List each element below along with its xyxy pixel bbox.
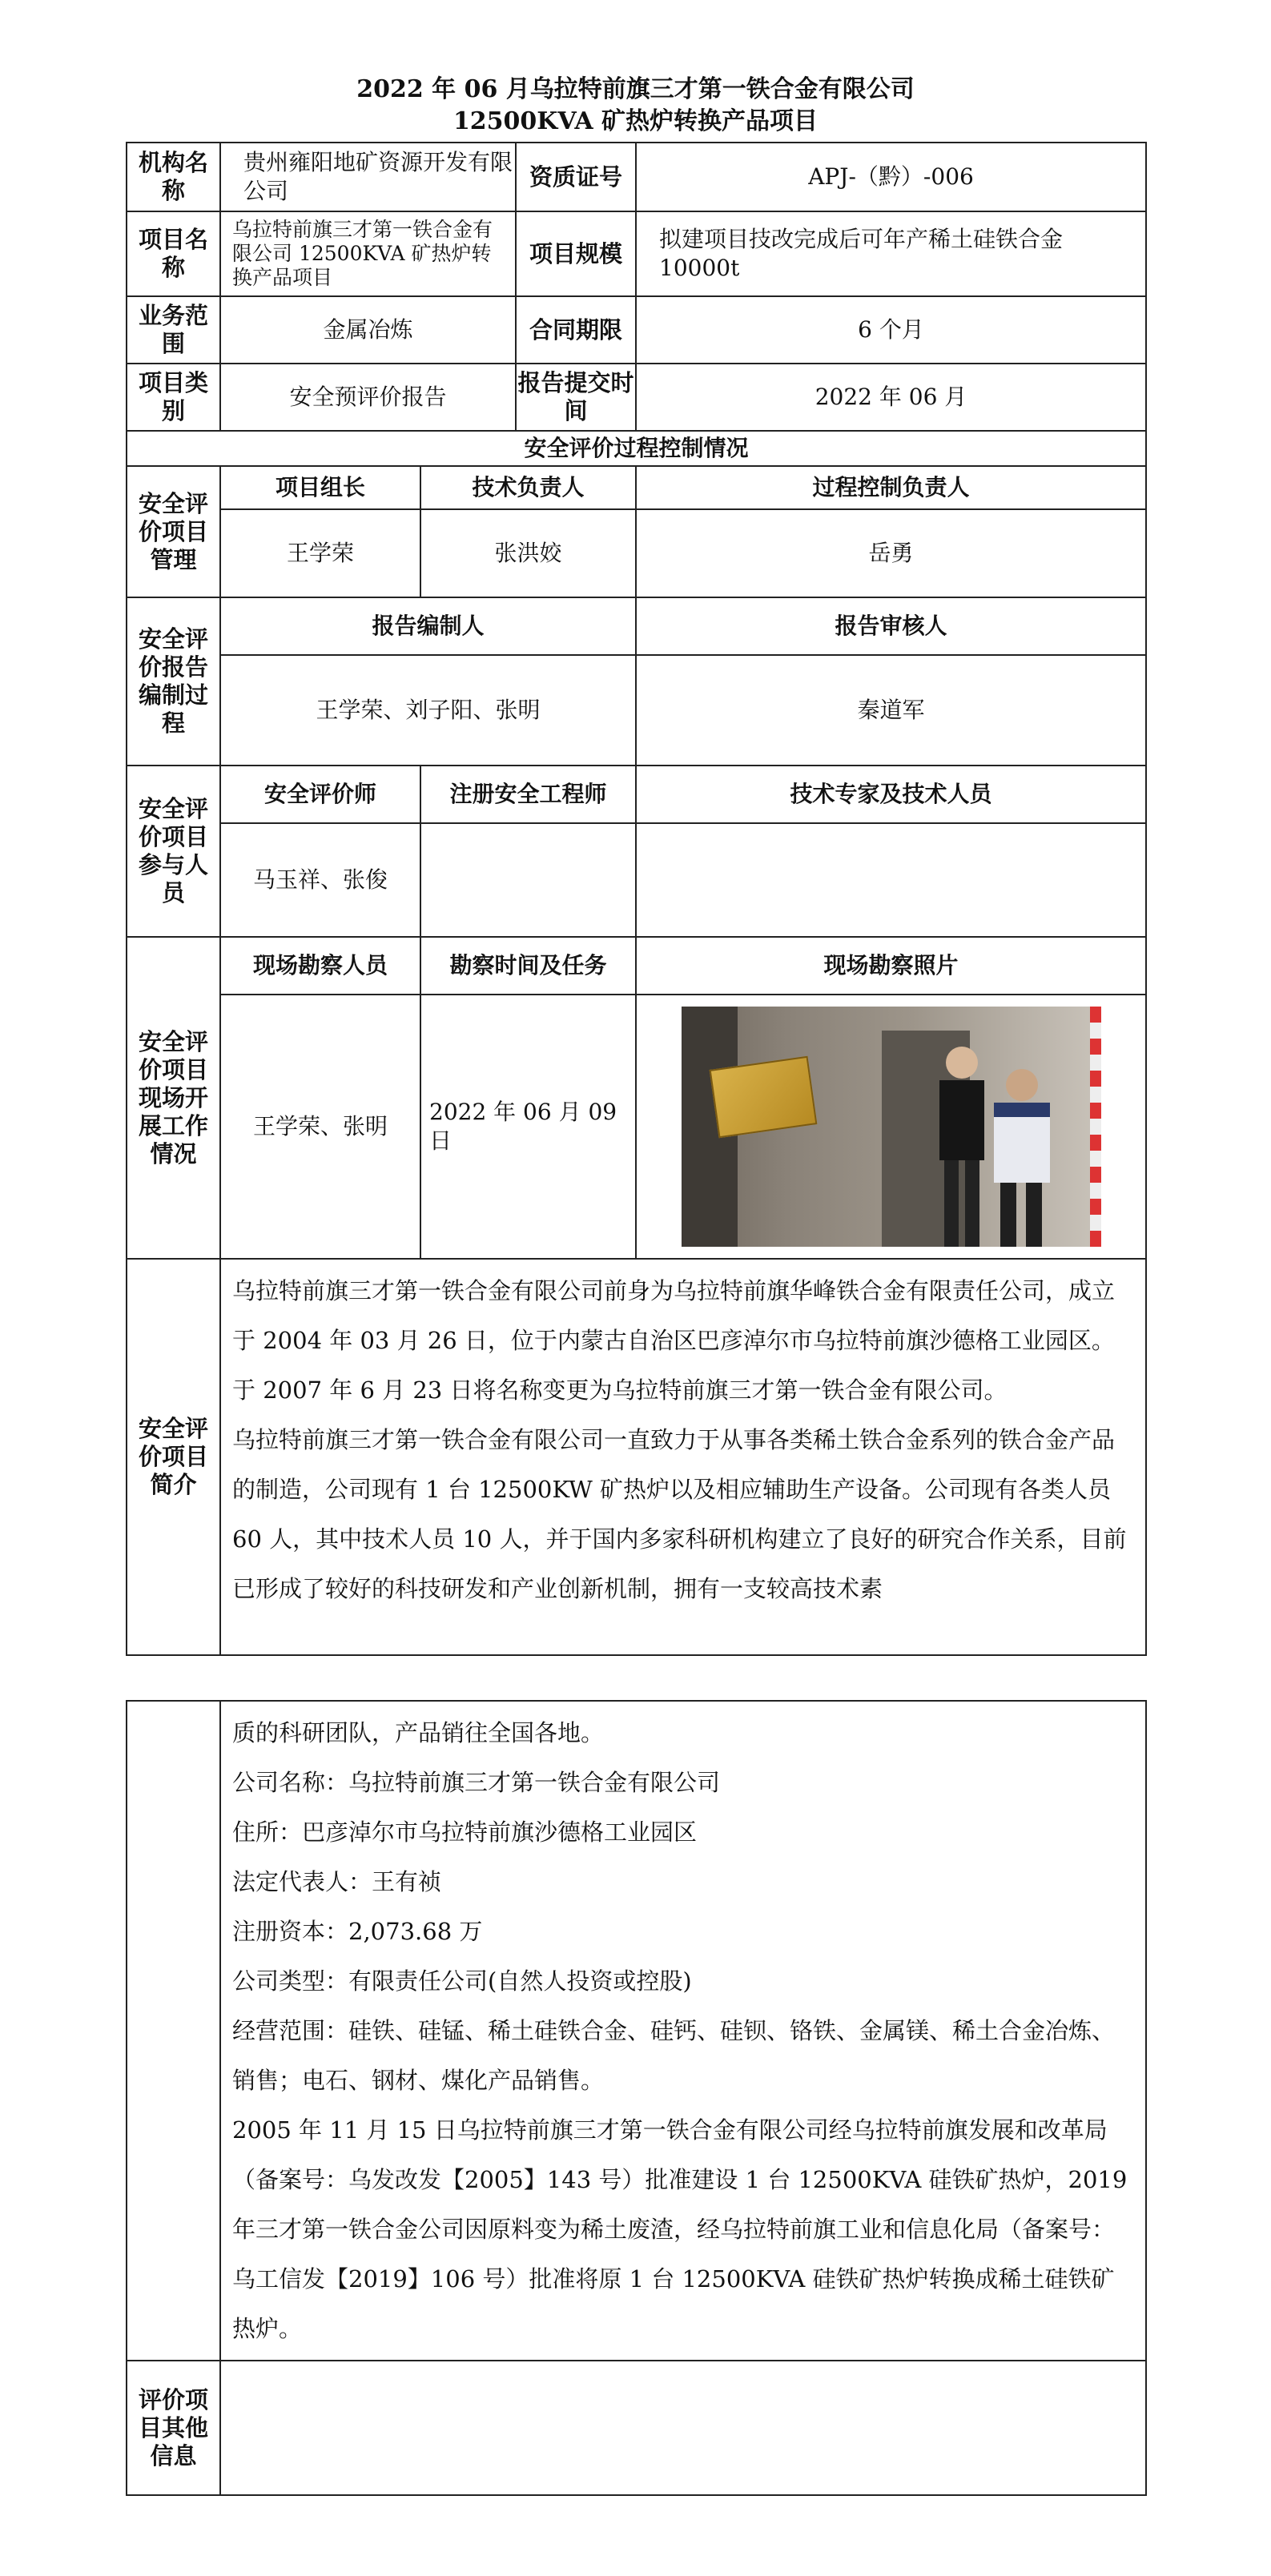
project-scale-label: 项目规模 [516, 211, 636, 296]
intro-paragraph-1: 乌拉特前旗三才第一铁合金有限公司前身为乌拉特前旗华峰铁合金有限责任公司，成立于 2004 年 03 月 26 日，位于内蒙古自治区巴彦淖尔市乌拉特前旗沙德格工业园区。于 2007 年 6 月 23 日将名称变更为乌拉特前旗三才第一铁合金有限公司。 [232, 1277, 1116, 1404]
contract-term-label: 合同期限 [516, 296, 636, 364]
legal-rep-line: 法定代表人：王有祯 [232, 1868, 442, 1895]
safety-engineer-value [420, 823, 636, 937]
project-name-label: 项目名称 [127, 211, 220, 296]
org-label: 机构名称 [127, 143, 220, 211]
project-type-value: 安全预评价报告 [220, 364, 516, 431]
contract-term-value: 6 个月 [636, 296, 1146, 364]
team-leader-header: 项目组长 [220, 466, 420, 509]
process-control-value: 岳勇 [636, 509, 1146, 597]
tech-experts-value [636, 823, 1146, 937]
other-info-value [220, 2361, 1146, 2495]
company-type-line: 公司类型：有限责任公司(自然人投资或控股) [232, 1967, 692, 1995]
business-scope-label: 业务范围 [127, 296, 220, 364]
tech-lead-header: 技术负责人 [420, 466, 636, 509]
other-info-label: 评价项目其他信息 [127, 2361, 220, 2495]
section-title: 安全评价过程控制情况 [127, 431, 1146, 466]
history-paragraph: 2005 年 11 月 15 日乌拉特前旗三才第一铁合金有限公司经乌拉特前旗发展和改革局（备案号：乌发改发【2005】143 号）批准建设 1 台 12500KVA 硅铁矿热炉，2019 年三才第一铁合金公司因原料变为稀土废渣，经乌拉特前旗工业和信息化局（备案号：乌工信发【2019】106 号）批准将原 1 台 12500KVA 硅铁矿热炉转换成稀土硅铁矿热炉。 [232, 2116, 1128, 2342]
site-work-label: 安全评价项目现场开展工作情况 [127, 937, 220, 1259]
registered-capital-line: 注册资本：2,073.68 万 [232, 1918, 483, 1945]
survey-time-header: 勘察时间及任务 [420, 937, 636, 995]
survey-time-value: 2022 年 06 月 09 日 [420, 995, 636, 1259]
cert-value: APJ-（黔）-006 [636, 143, 1146, 211]
site-photo-cell [636, 995, 1146, 1259]
company-address-line: 住所：巴彦淖尔市乌拉特前旗沙德格工业园区 [232, 1818, 698, 1846]
info-table-continued [126, 1700, 1147, 2496]
project-type-label: 项目类别 [127, 364, 220, 431]
intro-paragraph-continued: 质的科研团队，产品销往全国各地。 [232, 1719, 605, 1746]
report-author-header: 报告编制人 [220, 597, 636, 655]
team-leader-value: 王学荣 [220, 509, 420, 597]
company-name-line: 公司名称：乌拉特前旗三才第一铁合金有限公司 [232, 1769, 721, 1796]
participants-label: 安全评价项目参与人员 [127, 766, 220, 937]
info-table [126, 142, 1147, 1656]
project-scale-value: 拟建项目技改完成后可年产稀土硅铁合金 10000t [636, 211, 1146, 296]
business-scope-line: 经营范围：硅铁、硅锰、稀土硅铁合金、硅钙、硅钡、铬铁、金属镁、稀土合金冶炼、销售；电石、钢材、煤化产品销售。 [232, 2017, 1116, 2094]
tech-lead-value: 张洪姣 [420, 509, 636, 597]
document-title-line2: 12500KVA 矿热炉转换产品项目 [452, 107, 819, 135]
submit-time-value: 2022 年 06 月 [636, 364, 1146, 431]
continued-label-cell [127, 1701, 220, 2361]
report-author-value: 王学荣、刘子阳、张明 [220, 655, 636, 766]
process-control-header: 过程控制负责人 [636, 466, 1146, 509]
safety-engineer-header: 注册安全工程师 [420, 766, 636, 823]
company-details [220, 1701, 1146, 2361]
org-value: 贵州雍阳地矿资源开发有限公司 [220, 143, 516, 211]
intro-text [220, 1259, 1146, 1655]
report-reviewer-header: 报告审核人 [636, 597, 1146, 655]
evaluator-value: 马玉祥、张俊 [220, 823, 420, 937]
business-scope-value: 金属冶炼 [220, 296, 516, 364]
site-photo-header: 现场勘察照片 [636, 937, 1146, 995]
document-title-line1: 2022 年 06 月乌拉特前旗三才第一铁合金有限公司 [356, 75, 915, 103]
tech-experts-header: 技术专家及技术人员 [636, 766, 1146, 823]
site-photo [682, 1007, 1101, 1247]
report-reviewer-value: 秦道军 [636, 655, 1146, 766]
cert-label: 资质证号 [516, 143, 636, 211]
evaluator-header: 安全评价师 [220, 766, 420, 823]
submit-time-label: 报告提交时间 [516, 364, 636, 431]
intro-label: 安全评价项目简介 [127, 1259, 220, 1655]
intro-paragraph-2: 乌拉特前旗三才第一铁合金有限公司一直致力于从事各类稀土铁合金系列的铁合金产品的制造，公司现有 1 台 12500KW 矿热炉以及相应辅助生产设备。公司现有各类人员 60 人，其中技术人员 10 人，并于国内多家科研机构建立了良好的研究合作关系，目前已形成了较好的科技研发和产业创新机制，拥有一支较高技术素 [232, 1426, 1127, 1602]
site-surveyors-header: 现场勘察人员 [220, 937, 420, 995]
management-label: 安全评价项目管理 [127, 466, 220, 597]
site-surveyors-value: 王学荣、张明 [220, 995, 420, 1259]
project-name-value: 乌拉特前旗三才第一铁合金有限公司 12500KVA 矿热炉转换产品项目 [220, 211, 516, 296]
report-process-label: 安全评价报告编制过程 [127, 597, 220, 766]
